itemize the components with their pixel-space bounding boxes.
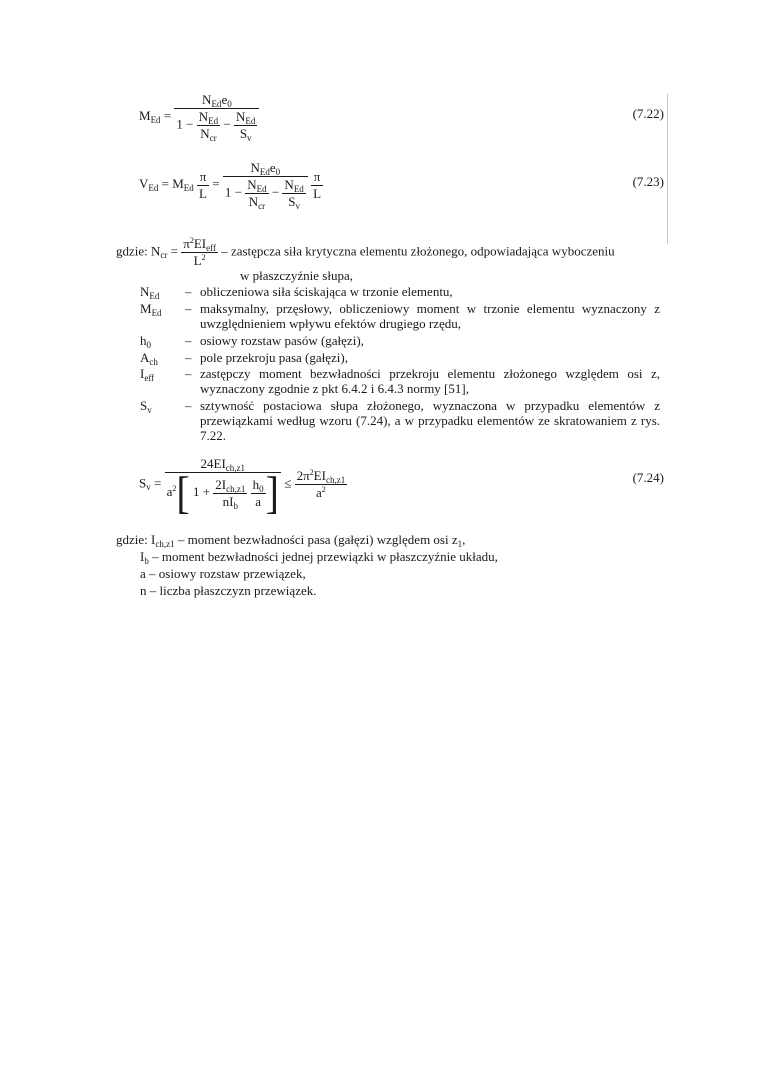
scan-margin-line: [667, 94, 668, 244]
definition-dash: –: [185, 284, 192, 299]
definition-text: pole przekroju pasa (gałęzi),: [200, 350, 348, 365]
eq-symbol: N: [248, 194, 259, 209]
fraction: [181, 236, 218, 269]
definition-text-continued: w płaszczyźnie słupa,: [240, 268, 353, 283]
eq-symbol: a: [251, 493, 266, 510]
gdzie-label: gdzie:: [116, 532, 148, 547]
definition-text: zastępczy moment bezwładności przekroju elementu złożonego względem osi z, wyznaczony zgodnie z pkt 6.4.2 i 6.4.3 normy [51],: [200, 366, 660, 396]
eq-symbol: π: [183, 236, 190, 251]
eq-symbol: N: [235, 109, 246, 124]
eq-symbol: N: [198, 109, 209, 124]
eq-symbol: nI: [222, 493, 234, 509]
definition-text: osiowy rozstaw pasów (gałęzi),: [200, 333, 364, 348]
definition-dash: –: [149, 566, 156, 581]
left-bracket: [: [176, 466, 190, 519]
eq-symbol: N: [284, 177, 294, 192]
eq-symbol: 2I: [215, 476, 227, 492]
definitions-list-2: [116, 532, 656, 602]
eq-subscript: cr: [160, 250, 168, 261]
eq-superscript: 2: [201, 253, 206, 262]
eq-subscript: Ed: [208, 116, 219, 126]
fraction: [282, 177, 305, 210]
right-bracket: ]: [265, 466, 279, 519]
definition-symbol: n: [140, 583, 147, 598]
eq-subscript: Ed: [211, 99, 222, 109]
fraction: [251, 477, 266, 510]
eq-symbol: 1: [224, 184, 232, 200]
equation-number: (7.22): [632, 106, 664, 121]
eq-subscript: 1: [457, 539, 463, 549]
eq-symbol: 1: [192, 483, 200, 499]
eq-symbol: N: [247, 177, 257, 192]
eq-subscript: ch,z1: [325, 475, 346, 485]
definition-dash: –: [221, 243, 228, 259]
eq-symbol: M: [172, 175, 184, 191]
ncr-definition-formula: gdzie: $N_{cr}$ = $\frac{\pi^2EI_{eff}}{L^2}$ – zastępcza siła krytyczna elementu złożonego, odpowiadająca wyboczeniu: [116, 236, 615, 268]
eq-superscript: 2: [172, 483, 177, 493]
less-equal-sign: ≤: [284, 475, 292, 491]
equation-number: (7.24): [632, 470, 664, 485]
eq-subscript: 0: [227, 99, 232, 109]
fraction: $N_{Ed}e_0$ 1 − $\frac{N_{Ed}}{N_{cr}}$ − $\frac{N_{Ed}}{S_v}$: [223, 160, 308, 210]
eq-symbol: S: [288, 194, 296, 209]
definition-text: zastępcza siła krytyczna elementu złożonego, odpowiadająca wyboczeniu: [230, 243, 615, 259]
definition-dash: –: [185, 366, 192, 381]
eq-symbol: N: [250, 160, 260, 175]
definition-text: maksymalny, przęsłowy, obliczeniowy moment w trzonie elementu wyznaczony z uwzględnieniem wpływu efektów drugiego rzędu,: [200, 301, 660, 331]
eq-subscript: Ed: [256, 184, 267, 194]
fraction: $N_{Ed}e_0$ 1 − $\frac{N_{Ed}}{N_{cr}}$ − $\frac{N_{Ed}}{S_v}$: [174, 92, 259, 142]
definition-symbol: I: [151, 532, 156, 547]
eq-symbol: EI: [313, 468, 326, 483]
definition-dash: –: [152, 549, 159, 564]
eq-symbol: N: [200, 126, 210, 141]
eq-subscript: ch,z1: [155, 539, 175, 549]
eq-superscript: 2: [309, 468, 314, 477]
eq-subscript: Ed: [293, 184, 304, 194]
eq-subscript: v: [146, 482, 151, 493]
definition-text: ,: [462, 532, 466, 547]
eq-symbol: a: [166, 483, 173, 499]
eq-subscript: v: [247, 133, 252, 143]
eq-superscript: 2: [189, 236, 194, 245]
eq-symbol: π: [313, 168, 321, 184]
eq-subscript: eff: [206, 243, 216, 253]
definition-symbol: $N_{Ed}$: [140, 284, 160, 301]
eq-symbol: M: [139, 107, 151, 123]
eq-subscript: ch,z1: [226, 483, 246, 494]
definition-text: obliczeniowa siła ściskająca w trzonie elementu,: [200, 284, 453, 299]
definition-symbol: $I_{eff}$: [140, 366, 155, 383]
fraction: [295, 468, 348, 501]
fraction: [234, 109, 257, 142]
definition-dash: –: [185, 333, 192, 348]
definition-row: [140, 566, 306, 582]
eq-symbol: S: [139, 475, 147, 491]
definition-text: moment bezwładności jednej przewiązki w płaszczyźnie układu,: [161, 549, 498, 564]
eq-subscript: Ed: [148, 182, 159, 193]
definition-dash: –: [185, 350, 192, 365]
eq-symbol: 24EI: [200, 456, 226, 471]
eq-symbol: 1: [176, 116, 183, 132]
definition-symbol: $M_{Ed}$: [140, 301, 162, 318]
eq-symbol: L: [199, 185, 207, 201]
definition-text: moment bezwładności pasa (gałęzi) względem osi z: [187, 532, 458, 547]
eq-subscript: Ed: [245, 116, 256, 126]
definition-row: [140, 583, 316, 599]
eq-symbol: EI: [193, 236, 207, 251]
eq-symbol: h: [252, 476, 260, 492]
eq-symbol: V: [139, 175, 149, 191]
fraction: $24EI_{ch,z1}$ $a^2$[ 1 + $\frac{2I_{ch,z1}}{nI_b}$ $\frac{h_0}{a}$ ]: [166, 456, 279, 519]
eq-subscript: Ed: [183, 182, 194, 193]
eq-symbol: S: [239, 126, 248, 141]
fraction: [197, 109, 220, 142]
fraction: [213, 477, 247, 510]
eq-superscript: 2: [321, 485, 326, 494]
eq-symbol: π: [199, 168, 207, 184]
eq-subscript: Ed: [259, 167, 270, 177]
equation-number: (7.23): [632, 174, 664, 189]
eq-symbol: e: [269, 160, 276, 175]
gdzie-label: gdzie:: [116, 243, 148, 259]
eq-subscript: cr: [258, 201, 266, 211]
definition-dash: –: [185, 398, 192, 413]
definition-text: osiowy rozstaw przewiązek,: [158, 566, 306, 581]
eq-symbol: L: [193, 253, 202, 268]
definitions-list: [140, 284, 660, 444]
definition-symbol: $h_0$: [140, 333, 151, 350]
equation-7-22: $M_{Ed}$ = $N_{Ed}e_0$ 1 − $\frac{N_{Ed}}{N_{cr}}$ − $\frac{N_{Ed}}{S_v}$: [139, 92, 259, 142]
definition-symbol: a: [140, 566, 146, 581]
eq-subscript: ch,z1: [225, 463, 246, 473]
definition-text: sztywność postaciowa słupa złożonego, wyznaczona w przypadku elementów z przewiązkami według wzoru (7.24), a w przypadku elementów ze skratowaniem z rys. 7.22.: [200, 398, 660, 443]
eq-subscript: Ed: [150, 114, 161, 125]
definition-text: liczba płaszczyzn przewiązek.: [159, 583, 317, 598]
definition-dash: –: [149, 583, 157, 598]
eq-symbol: e: [221, 92, 228, 107]
fraction: [197, 169, 209, 202]
eq-symbol: 2π: [296, 468, 310, 483]
definition-dash: –: [177, 532, 185, 547]
definition-symbol: I: [140, 549, 145, 564]
fraction: [245, 177, 268, 210]
eq-subscript: v: [295, 201, 300, 211]
eq-subscript: 0: [259, 483, 264, 494]
definition-symbol: $S_v$: [140, 398, 152, 415]
eq-subscript: 0: [275, 167, 281, 177]
definition-dash: –: [185, 301, 192, 316]
eq-symbol: L: [313, 185, 322, 201]
eq-symbol: a: [316, 485, 322, 500]
definition-row: [116, 532, 465, 548]
equation-7-23: $V_{Ed} = M_{Ed}$ $\frac{\pi}{L}$ = $N_{Ed}e_0$ 1 − $\frac{N_{Ed}}{N_{cr}}$ − $\frac{N_{Ed}}{S_v}$ $\frac{\pi}{L}$: [139, 160, 322, 211]
eq-subscript: cr: [209, 133, 217, 143]
eq-subscript: b: [233, 500, 238, 511]
definition-row: [140, 549, 498, 565]
fraction: [311, 169, 323, 202]
definition-symbol: $A_{ch}$: [140, 350, 158, 367]
equation-7-24: $S_v$ = $24EI_{ch,z1}$ $a^2$[ 1 + $\frac{2I_{ch,z1}}{nI_b}$ $\frac{h_0}{a}$ ] ≤ $\frac{2\pi^2EI_{ch,z1}}{a^2}$: [139, 456, 346, 519]
eq-symbol: N: [202, 92, 212, 107]
eq-symbol: N: [151, 243, 161, 259]
eq-subscript: b: [144, 556, 149, 566]
